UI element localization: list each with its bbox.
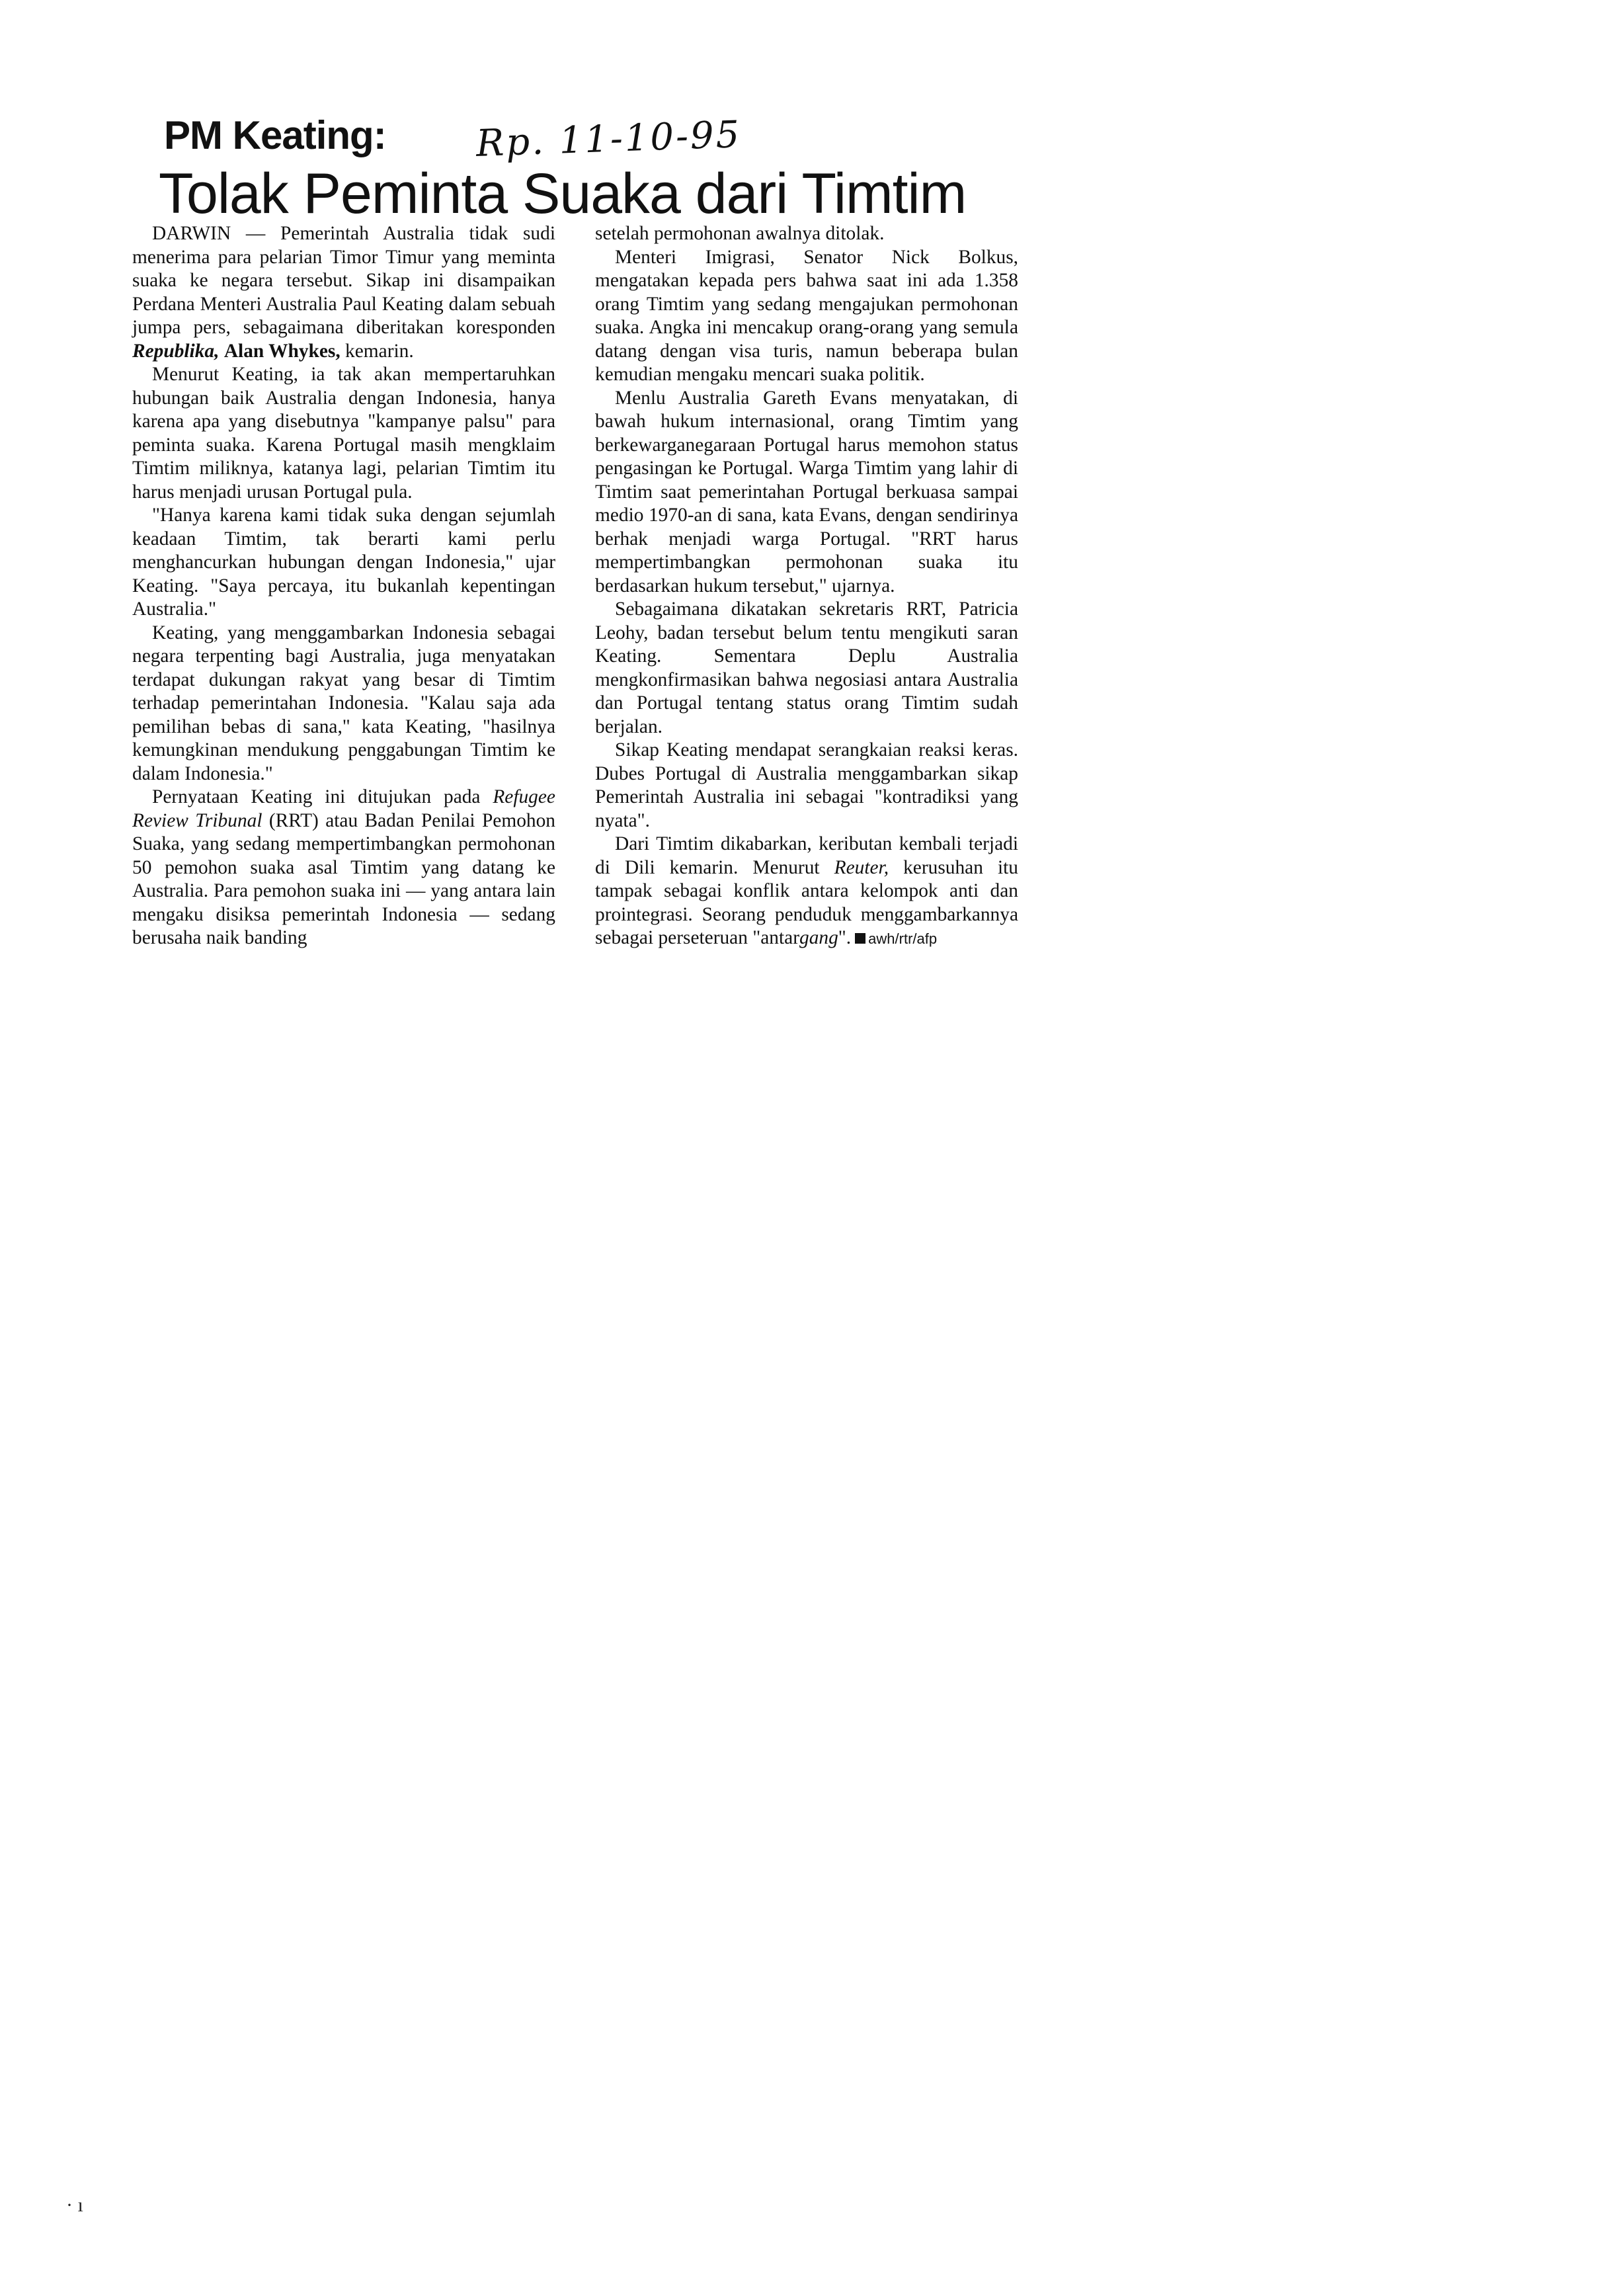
article-column-right [595, 222, 1018, 951]
article-body [132, 222, 1018, 951]
article-column-left [132, 222, 555, 951]
end-mark-icon [855, 933, 865, 944]
paragraph: setelah permohonan awalnya ditolak. [595, 223, 885, 244]
paragraph [132, 786, 555, 950]
publication-name: Republika, [132, 340, 220, 362]
paragraph-text: DARWIN — Pemerintah Australia tidak sudi menerima para pelarian Timor Timur yang meminta suaka ke negara tersebut. Sikap ini disampaikan Perdana Menteri Australia Paul Keating dalam sebuah jumpa pers, sebagaimana diberitakan koresponden [132, 223, 555, 338]
paragraph [132, 222, 555, 363]
kicker-row [132, 106, 1018, 165]
paragraph: Menteri Imigrasi, Senator Nick Bolkus, mengatakan kepada pers bahwa saat ini ada 1.358 orang Timtim yang sedang mengajukan permohonan suaka. Angka ini mencakup orang-orang yang semula datang dengan visa turis, namun beberapa bulan kemudian mengaku mencari suaka politik. [595, 246, 1018, 385]
agency-name: Reuter, [834, 856, 889, 878]
article-signoff: awh/rtr/afp [868, 930, 938, 947]
article-kicker: PM Keating: [164, 113, 386, 157]
paragraph: Menlu Australia Gareth Evans menyatakan, di bawah hukum internasional, orang Timtim yang berkewarganegaraan Portugal harus memohon status pengasingan ke Portugal. Warga Timtim yang lahir di Timtim saat pemerintahan Portugal berkuasa sampai medio 1970-an di sana, kata Evans, dengan sendirinya berhak menjadi warga Portugal. "RRT harus mempertimbangkan permohonan suaka itu berdasarkan hukum tersebut," ujarnya. [595, 387, 1018, 596]
paragraph: "Hanya karena kami tidak suka dengan sejumlah keadaan Timtim, tak berarti kami perlu menghancurkan hubungan dengan Indonesia," ujar Keating. "Saya percaya, itu bukanlah kepentingan Australia." [132, 505, 555, 620]
emphasis-word: gang [799, 927, 838, 948]
paragraph-text: ". [838, 927, 852, 948]
paragraph: Sikap Keating mendapat serangkaian reaksi keras. Dubes Portugal di Australia menggambarkan sikap Pemerintah Australia ini sebagai "kontradiksi yang nyata". [595, 739, 1018, 831]
paragraph-text: kemarin. [345, 340, 414, 362]
reporter-name: Alan Whykes, [223, 340, 341, 362]
handwritten-date-note: Rp. 11-10-95 [475, 113, 743, 165]
paragraph-text: Dari Timtim dikabarkan, keributan kembali terjadi di Dili kemarin. Menurut [595, 833, 1018, 878]
paragraph: Keating, yang menggambarkan Indonesia sebagai negara terpenting bagi Australia, juga menyatakan terdapat dukungan rakyat yang besar di Timtim terhadap pemerintahan Indonesia. "Kalau saja ada pemilihan bebas di sana," kata Keating, "hasilnya kemungkinan mendukung penggabungan Timtim ke dalam Indonesia." [132, 622, 555, 784]
tribunal-name: Refugee Review Tribunal [132, 786, 555, 831]
scan-margin-mark: · ı [66, 2194, 83, 2216]
paragraph-text: Pernyataan Keating ini ditujukan pada [152, 786, 481, 807]
paragraph-text: (RRT) atau Badan Penilai Pemohon Suaka, yang sedang mempertimbangkan permohonan 50 pemohon suaka asal Timtim yang datang ke Australia. Para pemohon suaka ini — yang antara lain mengaku disiksa pemerintah Indonesia — sedang berusaha naik banding [132, 809, 555, 948]
paragraph: Sebagaimana dikatakan sekretaris RRT, Patricia Leohy, badan tersebut belum tentu mengikuti saran Keating. Sementara Deplu Australia mengkonfirmasikan bahwa negosiasi antara Australia dan Portugal tentang status orang Timtim sudah berjalan. [595, 598, 1018, 737]
paragraph [595, 833, 1018, 951]
paragraph-text: kerusuhan itu tampak sebagai konflik antara kelompok anti dan prointegrasi. Seorang penduduk menggambarkannya sebagai perseteruan "antar [595, 856, 1018, 948]
article-headline: Tolak Peminta Suaka dari Timtim [159, 162, 967, 226]
paragraph: Menurut Keating, ia tak akan mempertaruhkan hubungan baik Australia dengan Indonesia, hanya karena apa yang disebutnya "kampanye palsu" para peminta suaka. Karena Portugal masih mengklaim Timtim miliknya, katanya lagi, pelarian Timtim itu harus menjadi urusan Portugal pula. [132, 364, 555, 503]
newspaper-clipping [132, 106, 1018, 948]
